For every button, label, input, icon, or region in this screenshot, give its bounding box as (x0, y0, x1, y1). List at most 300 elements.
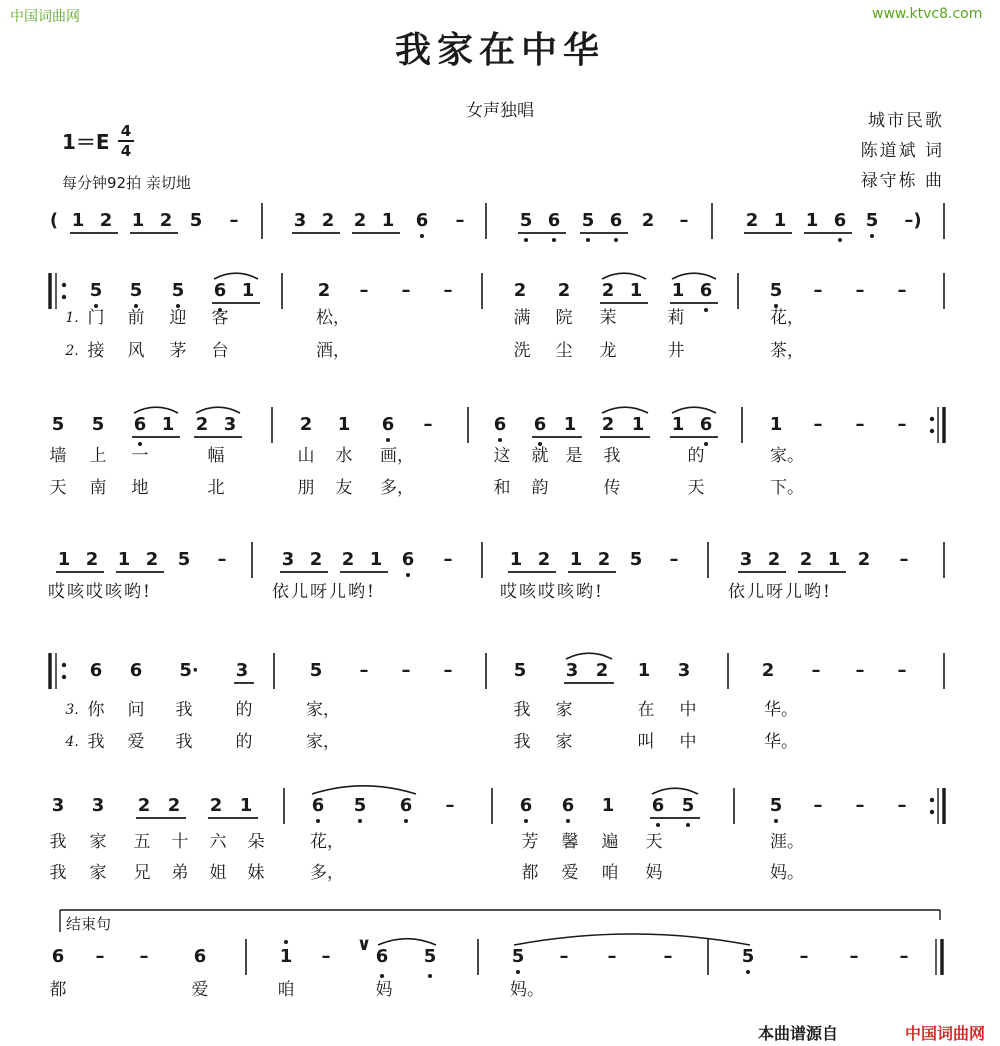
lyric-syllable: 六 (209, 832, 227, 852)
note: 6 (651, 795, 665, 816)
verse-number: 1. (65, 310, 79, 326)
note: 6 (519, 795, 533, 816)
note: 1 (631, 414, 645, 435)
note: 1 (381, 210, 395, 231)
note: 6 (193, 946, 207, 967)
note: 1 (279, 946, 293, 967)
note: 3 (739, 549, 753, 570)
credit-lyricist: 陈道斌 词 (860, 141, 944, 161)
note: 3 (565, 660, 579, 681)
note: – (217, 549, 227, 570)
lyric-syllable: 妈。 (510, 980, 544, 1000)
note: 1 (509, 549, 523, 570)
note: 2 (159, 210, 173, 231)
lyric-syllable: 妹 (247, 863, 265, 883)
lyric-syllable: 家 (89, 832, 107, 852)
lyric-syllable: 我 (175, 732, 193, 752)
note: 5 (171, 280, 185, 301)
note: – (443, 280, 453, 301)
lyric-syllable: 遍 (601, 832, 619, 852)
watermark-left: 中国词曲网 (10, 9, 80, 25)
note: 2 (595, 660, 609, 681)
note: – (679, 210, 689, 231)
note: 1 (239, 795, 253, 816)
note: – (813, 280, 823, 301)
note: 6 (533, 414, 547, 435)
verse-number: 4. (65, 734, 79, 750)
note: 1 (57, 549, 71, 570)
note: – (897, 660, 907, 681)
slur-tie (672, 407, 716, 413)
note: – (321, 946, 331, 967)
note: 5 (89, 280, 103, 301)
note: – (813, 795, 823, 816)
note: 5· (179, 660, 199, 681)
lyric-syllable: 友 (335, 478, 353, 498)
low-octave-dot (380, 974, 384, 978)
lyric-syllable: 花， (310, 832, 344, 852)
note: 3 (677, 660, 691, 681)
note: 2 (537, 549, 551, 570)
lyric-syllable: 一 (131, 446, 149, 466)
note: 6 (401, 549, 415, 570)
low-octave-dot (746, 970, 750, 974)
note: 3 (51, 795, 65, 816)
lyric-syllable: 我 (513, 700, 531, 720)
lyric-syllable: 我 (87, 732, 105, 752)
lyric-syllable: 朵 (247, 832, 265, 852)
note: – (669, 549, 679, 570)
lyric-syllable: 天 (49, 478, 67, 498)
lyric-syllable: 多， (310, 863, 344, 883)
note: – (401, 660, 411, 681)
note: – (455, 210, 465, 231)
note: 1 (671, 280, 685, 301)
note: 1 (569, 549, 583, 570)
lyric-syllable: 洗 (513, 341, 531, 361)
note: 2 (799, 549, 813, 570)
lyric-syllable: 台 (211, 341, 229, 361)
lyric-syllable: 接 (87, 341, 105, 361)
note: – (855, 280, 865, 301)
lyric-syllable: 莉 (667, 308, 685, 328)
note: 5 (51, 414, 65, 435)
lyric-syllable: 华。 (764, 732, 798, 752)
time-signature-bottom: 4 (120, 142, 132, 160)
lyric-syllable: 叫 (637, 732, 655, 752)
note: – (401, 280, 411, 301)
note: 1 (337, 414, 351, 435)
note: 5 (511, 946, 525, 967)
lyric-syllable: 多， (380, 478, 414, 498)
slur-tie (378, 939, 436, 945)
note: 2 (641, 210, 655, 231)
low-octave-dot (516, 970, 520, 974)
lyric-syllable: 爱 (191, 980, 209, 1000)
note: 2 (557, 280, 571, 301)
note: 1 (131, 210, 145, 231)
note: 6 (833, 210, 847, 231)
lyric-syllable: 涯。 (770, 832, 804, 852)
note: 5 (865, 210, 879, 231)
song-title: 我家在中华 (394, 29, 605, 71)
note: 3 (223, 414, 237, 435)
lyric-syllable: 我 (603, 446, 621, 466)
note: 2 (601, 280, 615, 301)
note: 1 (161, 414, 175, 435)
lyric-syllable: 弟 (171, 863, 189, 883)
lyric-syllable: 满 (513, 308, 531, 328)
lyric-syllable: 茶， (770, 341, 804, 361)
lyric-syllable: 中 (679, 732, 697, 752)
note: 2 (745, 210, 759, 231)
lyric-syllable: 芳 (521, 832, 539, 852)
low-octave-dot (524, 819, 528, 823)
note: 6 (561, 795, 575, 816)
note: 6 (375, 946, 389, 967)
slur-tie (214, 273, 258, 279)
note: 2 (597, 549, 611, 570)
note: 1 (629, 280, 643, 301)
note: 5 (681, 795, 695, 816)
low-octave-dot (358, 819, 362, 823)
note: – (359, 280, 369, 301)
slur-tie (652, 788, 698, 794)
note: 5 (353, 795, 367, 816)
note: – (897, 280, 907, 301)
low-octave-dot (420, 234, 424, 238)
note: 5 (581, 210, 595, 231)
lyric-syllable: 家， (306, 700, 340, 720)
lyric-syllable: 前 (127, 308, 145, 328)
note: 5 (309, 660, 323, 681)
note: – (445, 795, 455, 816)
credit-genre: 城市民歌 (868, 111, 944, 131)
note: 6 (415, 210, 429, 231)
lyric-syllable: 墙 (49, 446, 67, 466)
note: 2 (85, 549, 99, 570)
note: 6 (311, 795, 325, 816)
repeat-dot (930, 417, 934, 421)
lyric-syllable: 中 (679, 700, 697, 720)
note: 6 (89, 660, 103, 681)
repeat-dot (62, 675, 66, 679)
low-octave-dot (386, 438, 390, 442)
low-octave-dot (686, 823, 690, 827)
lyric-syllable: 水 (335, 446, 353, 466)
lyric-syllable: 井 (667, 341, 685, 361)
repeat-dot (62, 295, 66, 299)
lyric-syllable: 姐 (209, 863, 227, 883)
lyric-syllable: 家 (555, 700, 573, 720)
note: – (799, 946, 809, 967)
lyric-syllable: 我 (513, 732, 531, 752)
note: 1 (827, 549, 841, 570)
repeat-dot (930, 810, 934, 814)
note: 2 (857, 549, 871, 570)
slur-tie (134, 407, 178, 413)
note: 1 (563, 414, 577, 435)
repeat-dot (62, 663, 66, 667)
lyric-syllable: 都 (49, 980, 67, 1000)
note: – (897, 795, 907, 816)
note: 2 (513, 280, 527, 301)
low-octave-dot (586, 238, 590, 242)
low-octave-dot (614, 238, 618, 242)
lyric-syllable: 家 (89, 863, 107, 883)
lyric-line: 哎咳哎咳哟! (48, 582, 152, 602)
note: 3 (235, 660, 249, 681)
low-octave-dot (774, 819, 778, 823)
note: 6 (399, 795, 413, 816)
lyric-syllable: 画， (380, 446, 414, 466)
lyric-syllable: 风 (127, 341, 145, 361)
lyric-syllable: 妈 (375, 980, 393, 1000)
note: 2 (767, 549, 781, 570)
note: 2 (195, 414, 209, 435)
lyric-syllable: 都 (521, 863, 539, 883)
lyric-syllable: 我 (175, 700, 193, 720)
lyric-syllable: 馨 (561, 832, 579, 852)
low-octave-dot (656, 823, 660, 827)
lyric-syllable: 和 (493, 478, 511, 498)
note: – (855, 660, 865, 681)
lyric-syllable: 客 (211, 308, 229, 328)
lyric-syllable: 天 (687, 478, 705, 498)
lyric-syllable: 茉 (599, 308, 617, 328)
lyric-syllable: 朋 (297, 478, 315, 498)
time-signature-top: 4 (120, 122, 132, 140)
note: 6 (51, 946, 65, 967)
note: 3 (281, 549, 295, 570)
lyric-syllable: 是 (565, 446, 583, 466)
lyric-syllable: 咱 (277, 980, 295, 1000)
note: 1 (769, 414, 783, 435)
low-octave-dot (406, 573, 410, 577)
slur-tie (514, 934, 750, 945)
repeat-dot (62, 283, 66, 287)
note: 1 (773, 210, 787, 231)
note: – (139, 946, 149, 967)
slur-tie (196, 407, 240, 413)
note: – (899, 946, 909, 967)
lyric-syllable: 茅 (169, 341, 187, 361)
note: 6 (493, 414, 507, 435)
lyric-syllable: 幅 (207, 446, 225, 466)
note: 2 (137, 795, 151, 816)
verse-number: 2. (65, 343, 79, 359)
note: 1 (805, 210, 819, 231)
repeat-dot (930, 429, 934, 433)
low-octave-dot (404, 819, 408, 823)
lyric-syllable: 问 (127, 700, 145, 720)
note: 2 (321, 210, 335, 231)
low-octave-dot (566, 819, 570, 823)
lyric-syllable: 家 (555, 732, 573, 752)
lyric-syllable: 韵 (531, 478, 549, 498)
note: 5 (423, 946, 437, 967)
note: 2 (317, 280, 331, 301)
note: 5 (629, 549, 643, 570)
note: 1 (71, 210, 85, 231)
slur-tie (602, 407, 648, 413)
note: – (813, 414, 823, 435)
note: – (897, 414, 907, 435)
high-octave-dot (284, 940, 288, 944)
note: – (359, 660, 369, 681)
slur-tie (602, 273, 646, 279)
note: 2 (145, 549, 159, 570)
lyric-syllable: 院 (555, 308, 573, 328)
note: 6 (547, 210, 561, 231)
lyric-syllable: 上 (89, 446, 107, 466)
credit-composer: 禄守栋 曲 (860, 171, 944, 191)
note: – (663, 946, 673, 967)
lyric-syllable: 的 (235, 700, 253, 720)
lyric-line: 依儿呀儿哟! (728, 582, 832, 602)
slur-tie (312, 786, 416, 794)
lyric-line: 依儿呀儿哟! (272, 582, 376, 602)
lyric-syllable: 这 (493, 446, 511, 466)
note: 1 (637, 660, 651, 681)
lyric-syllable: 我 (49, 863, 67, 883)
note: 5 (769, 795, 783, 816)
repeat-dot (930, 798, 934, 802)
note: 2 (601, 414, 615, 435)
note: 5 (519, 210, 533, 231)
low-octave-dot (838, 238, 842, 242)
note: – (443, 549, 453, 570)
low-octave-dot (316, 819, 320, 823)
note: – (95, 946, 105, 967)
lyric-syllable: 家， (306, 732, 340, 752)
note: 3 (293, 210, 307, 231)
note: 1 (117, 549, 131, 570)
lyric-syllable: 北 (207, 478, 225, 498)
note: – (811, 660, 821, 681)
note: 2 (99, 210, 113, 231)
intro-paren: ( (49, 210, 59, 231)
lyric-syllable: 家。 (770, 446, 804, 466)
low-octave-dot (498, 438, 502, 442)
note: 6 (699, 414, 713, 435)
slur-tie (672, 273, 716, 279)
note: 6 (609, 210, 623, 231)
note: – (607, 946, 617, 967)
lyric-syllable: 门 (87, 308, 105, 328)
note: 1 (671, 414, 685, 435)
lyric-syllable: 五 (133, 832, 151, 852)
note: – (855, 414, 865, 435)
note: 6 (129, 660, 143, 681)
note: – (849, 946, 859, 967)
lyric-syllable: 我 (49, 832, 67, 852)
lyric-syllable: 山 (297, 446, 315, 466)
breath-mark: ∨ (356, 934, 372, 955)
lyric-syllable: 你 (87, 700, 105, 720)
note: 2 (299, 414, 313, 435)
note: 5 (769, 280, 783, 301)
note: 2 (209, 795, 223, 816)
lyric-syllable: 下。 (770, 478, 804, 498)
lyric-syllable: 妈 (645, 863, 663, 883)
note: 2 (167, 795, 181, 816)
note: 3 (91, 795, 105, 816)
verse-number: 3. (65, 702, 79, 718)
note: – (559, 946, 569, 967)
note: – (443, 660, 453, 681)
lyric-syllable: 兄 (133, 863, 151, 883)
note: 6 (699, 280, 713, 301)
footer-source-label: 本曲谱源自 (758, 1024, 839, 1043)
lyric-syllable: 咱 (601, 863, 619, 883)
lyric-syllable: 就 (531, 446, 549, 466)
note: – (899, 549, 909, 570)
note: 5 (513, 660, 527, 681)
note: 5 (129, 280, 143, 301)
note: –) (904, 210, 922, 231)
lyric-syllable: 松， (316, 308, 350, 328)
note: 2 (353, 210, 367, 231)
note: – (423, 414, 433, 435)
lyric-syllable: 酒， (316, 341, 350, 361)
note: 6 (381, 414, 395, 435)
note: 5 (91, 414, 105, 435)
low-octave-dot (524, 238, 528, 242)
lyric-syllable: 妈。 (770, 863, 804, 883)
lyric-syllable: 传 (603, 478, 621, 498)
lyric-syllable: 在 (637, 700, 655, 720)
note: 5 (741, 946, 755, 967)
note: 2 (761, 660, 775, 681)
low-octave-dot (552, 238, 556, 242)
lyric-syllable: 花， (770, 308, 804, 328)
lyric-syllable: 十 (171, 832, 189, 852)
lyric-syllable: 尘 (555, 341, 573, 361)
watermark-right: www.ktvc8.com (872, 6, 983, 22)
note: 5 (189, 210, 203, 231)
lyric-syllable: 爱 (561, 863, 579, 883)
lyric-syllable: 的 (235, 732, 253, 752)
lyric-syllable: 地 (131, 478, 149, 498)
lyric-syllable: 天 (645, 832, 663, 852)
lyric-syllable: 迎 (169, 308, 187, 328)
note: 5 (177, 549, 191, 570)
footer-site-name: 中国词曲网 (905, 1024, 986, 1043)
low-octave-dot (428, 974, 432, 978)
performance-note: 女声独唱 (466, 101, 534, 121)
coda-label: 结束句 (66, 915, 112, 933)
note: 6 (133, 414, 147, 435)
low-octave-dot (870, 234, 874, 238)
lyric-syllable: 的 (687, 446, 705, 466)
tempo-marking: 每分钟92拍 亲切地 (62, 174, 191, 192)
note: – (855, 795, 865, 816)
note: 1 (601, 795, 615, 816)
note: 6 (213, 280, 227, 301)
low-octave-dot (704, 308, 708, 312)
note: 2 (309, 549, 323, 570)
note: 2 (341, 549, 355, 570)
lyric-line: 哎咳哎咳哟! (500, 582, 604, 602)
slur-tie (566, 653, 612, 659)
lyric-syllable: 南 (89, 478, 107, 498)
lyric-syllable: 华。 (764, 700, 798, 720)
note: 1 (241, 280, 255, 301)
lyric-syllable: 龙 (599, 341, 617, 361)
note: – (229, 210, 239, 231)
note: 1 (369, 549, 383, 570)
